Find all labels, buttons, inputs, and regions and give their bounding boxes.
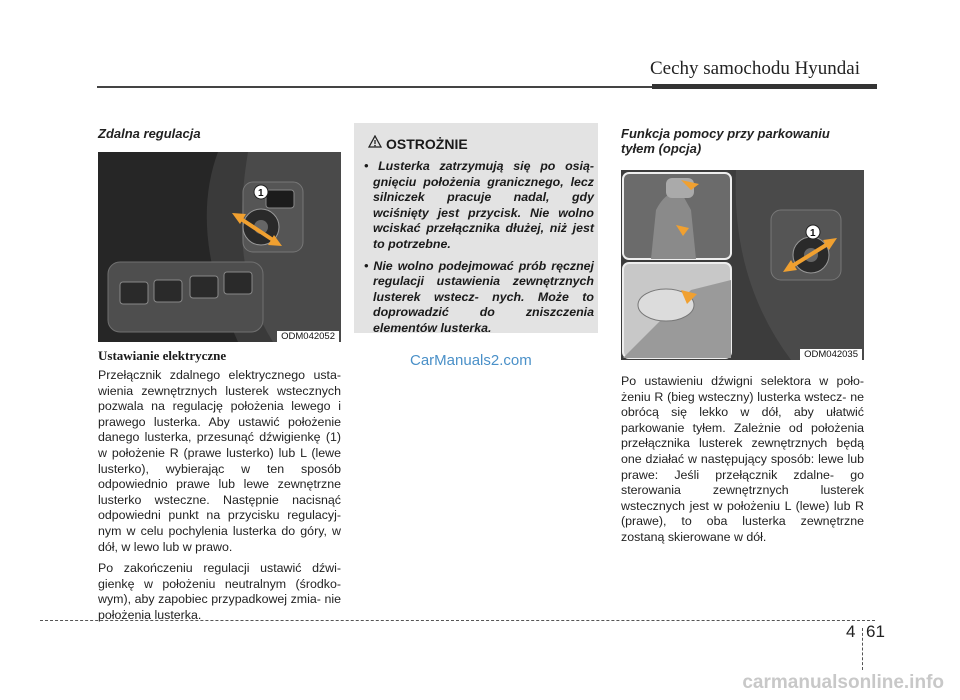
right-body-text: [621, 374, 864, 552]
door-switch-photo: [98, 152, 341, 342]
figure-code-left: ODM042052: [277, 331, 339, 342]
caution-list: [362, 159, 594, 343]
right-paragraph-1: Po ustawieniu dźwigni selektora w poło- żeniu R (bieg wsteczny) lusterka wstecz- ne obrócą się lekko w dół, aby ułatwić parkowanie tyłem. Zależnie od położenia przełącznika lusterek zewnętrznych będą one działać w następujący sposób: lewe lub prawe: Jeśli przełącznik zdalne- go sterowania zewnętrznych lusterek wstecznych jest w położeniu L (lewe) lub R (prawe), to oba lusterka zewnętrzne zostaną skierowane w dół.: [621, 374, 864, 544]
bottom-watermark: carmanualsonline.info: [742, 672, 944, 693]
section-title-parking-assist: Funkcja pomocy przy parkowaniu tyłem (opcja): [621, 126, 830, 156]
footer-dashed-rule: [40, 620, 875, 621]
left-callout-number: 1: [258, 188, 264, 199]
left-body-text: [98, 368, 341, 630]
caution-item-1: • Lusterka zatrzymują się po osią- gnięciu położenia granicznego, lecz silniczek pracuje nadal, gdy wciśnięty jest przycisk. Nie wolno wciskać przełącznika dłużej, niż jest to potrzebne.: [364, 159, 594, 251]
figure-code-right: ODM042035: [800, 349, 862, 360]
page-number: 61: [866, 622, 885, 641]
header-accent-bar: [652, 84, 877, 89]
site-watermark: CarManuals2.com: [410, 352, 532, 369]
caution-title: OSTROŻNIE: [386, 136, 468, 152]
section-title-remote-adjust: Zdalna regulacja: [98, 126, 201, 141]
parking-assist-illustration: [621, 170, 864, 360]
left-paragraph-1: Przełącznik zdalnego elektrycznego usta- wienia zewnętrznych lusterek wstecznych pozwala na regulację położenia lewego i prawego lusterka. Aby ustawić położenie danego lusterka, przesunąć dźwigienkę (1) w położenie R (prawe lusterko) lub L (lewe lusterko), wybierając w ten sposób odpowiednio prawe lub lewe zewnętrzne lusterko wsteczne. Następnie nacisnąć odpowiedni punkt na przycisku regulacyj- nym w celu pochylenia lusterka do góry, w dół, w lewo lub w prawo.: [98, 368, 341, 554]
left-paragraph-2: Po zakończeniu regulacji ustawić dźwi- gienkę w położeniu neutralnym (środko- wym), aby zapobiec przypadkowej zmia- nie położenia lusterka.: [98, 561, 341, 622]
parking-assist-photo: [621, 170, 864, 360]
door-switch-illustration: [98, 152, 341, 342]
chapter-number: 4: [846, 622, 856, 641]
caution-item-2: • Nie wolno podejmować prób ręcznej regulacji ustawienia zewnętrznych lusterek wstecz- nych. Może to doprowadzić do zniszczenia elementów lusterka.: [364, 258, 594, 335]
subheading-electric-adjust: Ustawianie elektryczne: [98, 348, 227, 363]
footer-dashed-divider: [862, 628, 863, 670]
right-callout-number: 1: [810, 228, 816, 239]
page-header-title: Cechy samochodu Hyundai: [649, 58, 860, 79]
warning-triangle-icon: [368, 135, 382, 148]
